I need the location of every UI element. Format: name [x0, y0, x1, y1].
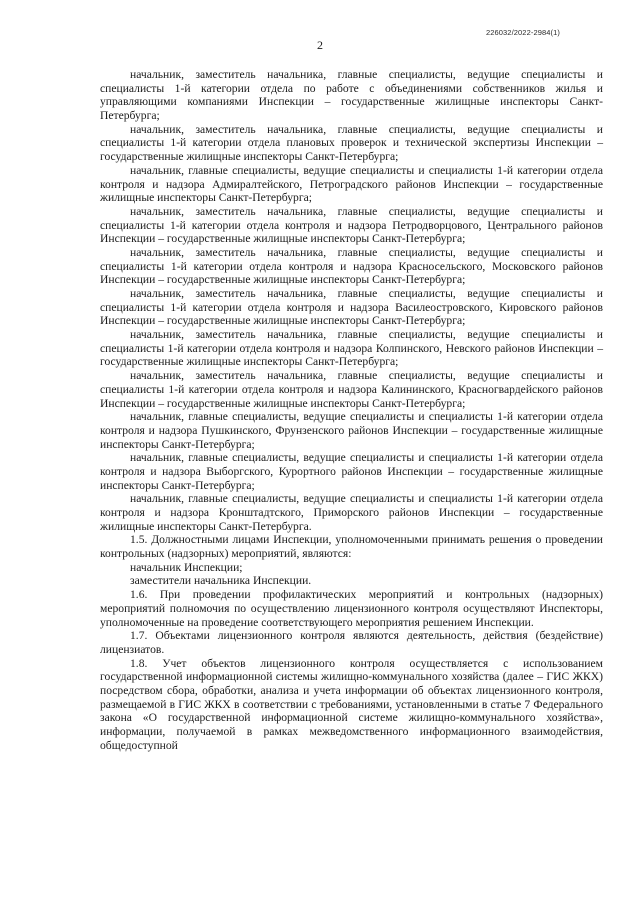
- paragraph-head-of-inspection: начальник Инспекции;: [130, 560, 243, 574]
- paragraph-deputy-heads: заместители начальника Инспекции.: [130, 574, 312, 588]
- paragraph-vasileostrovsky-kirovsky-dept: начальник, заместитель начальника, главные специалисты, ведущие специалисты и специалисты 1-й категории отдела контроля и надзора Василеостровского, Кировского районов Инспекции – государственные жилищные инспекторы Санкт-Петербурга;: [100, 287, 603, 328]
- paragraph-vyborgsky-kurortny-dept: начальник, главные специалисты, ведущие специалисты и специалисты 1-й категории отдела контроля и надзора Выборгского, Курортного районов Инспекции – государственные жилищные инспекторы Санкт-Петербурга;: [100, 451, 603, 492]
- paragraph-section-1-8: 1.8. Учет объектов лицензионного контроля осуществляется с использованием государственной информационной системы жилищно-коммунального хозяйства (далее – ГИС ЖКХ) посредством сбора, обработки, анализа и учета информации об объектах лицензионного контроля, размещаемой в ГИС ЖКХ в соответствии с требованиями, установленными в статье 7 Федерального закона «О государственной информационной системе жилищно-коммунального хозяйства», информации, получаемой в рамках межведомственного информационного взаимодействия, общедоступной: [100, 656, 603, 752]
- paragraph-pushkinsky-frunzensky-dept: начальник, главные специалисты, ведущие специалисты и специалисты 1-й категории отдела контроля и надзора Пушкинского, Фрунзенского районов Инспекции – государственные жилищные инспекторы Санкт-Петербурга;: [100, 410, 603, 451]
- page-number: 2: [317, 38, 323, 52]
- paragraph-petrodvortsovy-tsentralny-dept: начальник, заместитель начальника, главные специалисты, ведущие специалисты и специалисты 1-й категории отдела контроля и надзора Петродворцового, Центрального районов Инспекции – государственные жилищные инспекторы Санкт-Петербурга;: [100, 204, 603, 246]
- paragraph-kalininsky-krasnogvardeysky-dept: начальник, заместитель начальника, главные специалисты, ведущие специалисты и специалисты 1-й категории отдела контроля и надзора Калининского, Красногвардейского районов Инспекции – государственные жилищные инспекторы Санкт-Петербурга;: [100, 369, 603, 410]
- paragraph-section-1-7: 1.7. Объектами лицензионного контроля являются деятельность, действия (бездействие) лицензиатов.: [100, 629, 603, 656]
- paragraph-kronshtadtsky-primorsky-dept: начальник, главные специалисты, ведущие специалисты и специалисты 1-й категории отдела контроля и надзора Кронштадтского, Приморского районов Инспекции – государственные жилищные инспекторы Санкт-Петербурга.: [100, 492, 603, 533]
- paragraph-admiralteysky-petrogradsky-dept: начальник, главные специалисты, ведущие специалисты и специалисты 1-й категории отдела контроля и надзора Адмиралтейского, Петроградского районов Инспекции – государственные жилищные инспекторы Санкт-Петербурга;: [100, 163, 603, 205]
- paragraph-planned-inspections-dept: начальник, заместитель начальника, главные специалисты, ведущие специалисты и специалисты 1-й категории отдела плановых проверок и технической экспертизы Инспекции – государственные жилищные инспекторы Санкт-Петербурга;: [100, 122, 603, 164]
- paragraph-section-1-5: 1.5. Должностными лицами Инспекции, уполномоченными принимать решения о проведении контрольных (надзорных) мероприятий, являются:: [100, 533, 603, 561]
- paragraph-kolpinsky-nevsky-dept: начальник, заместитель начальника, главные специалисты, ведущие специалисты и специалисты 1-й категории отдела контроля и надзора Колпинского, Невского районов Инспекции – государственные жилищные инспекторы Санкт-Петербурга;: [100, 328, 603, 369]
- paragraph-section-1-6: 1.6. При проведении профилактических мероприятий и контрольных (надзорных) мероприятий полномочия по осуществлению лицензионного контроля осуществляют Инспекторы, уполномоченные на проведение соответствующего мероприятия решением Инспекции.: [100, 588, 603, 629]
- document-body: [100, 68, 603, 752]
- paragraph-krasnoselsky-moskovsky-dept: начальник, заместитель начальника, главные специалисты, ведущие специалисты и специалисты 1-й категории отдела контроля и надзора Красносельского, Московского районов Инспекции – государственные жилищные инспекторы Санкт-Петербурга;: [100, 245, 603, 287]
- paragraph-housing-associations-dept: начальник, заместитель начальника, главные специалисты, ведущие специалисты и специалисты 1-й категории отдела по работе с объединениями собственников жилья и управляющими компаниями Инспекции – государственные жилищные инспекторы Санкт-Петербурга;: [100, 68, 603, 123]
- document-registration-number: 226032/2022-2984(1): [485, 28, 560, 37]
